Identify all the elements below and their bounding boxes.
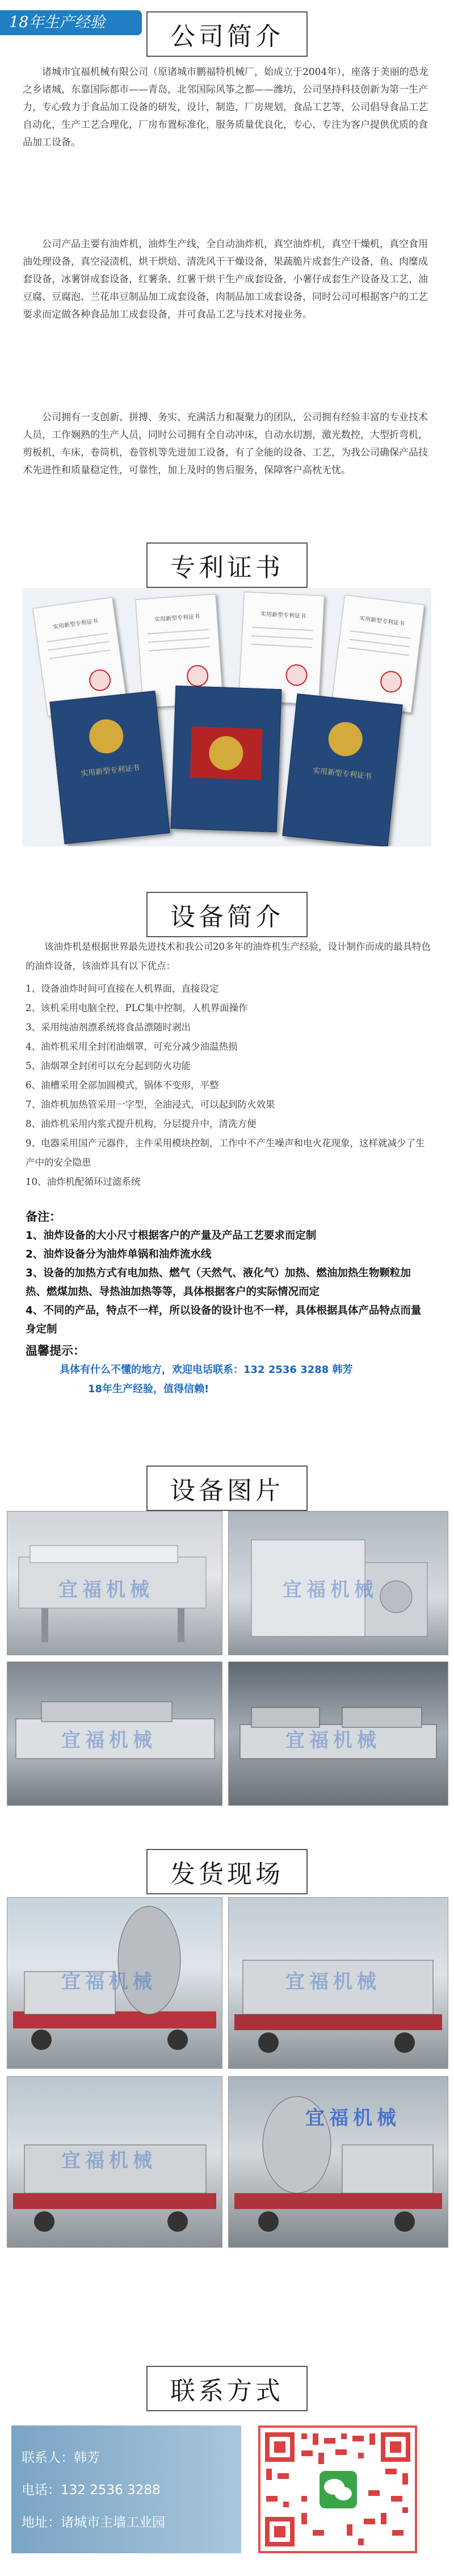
contact-card [11,2425,241,2553]
certificate-book [49,691,170,844]
equipment-point: 8、油炸机采用内浆式提升机构，分层提升中，清洗方便 [26,1118,257,1129]
contact-address [22,2512,165,2531]
wechat-qr-code[interactable] [258,2425,417,2553]
equipment-point: 6、油槽采用全部加圆模式，锅体不变形，平整 [26,1080,219,1091]
section-title-certificates-label: 专利证书 [146,542,308,588]
watermark: 宜福机械 [285,1729,381,1752]
certificate-book [282,694,402,846]
certificate-title: 实用新型专利证书 [52,618,99,631]
section-title-company-label: 公司简介 [146,11,308,57]
contact-phone [22,2479,161,2498]
qr-code-icon [260,2428,415,2551]
notes-block [26,1207,431,1399]
certificate-book-open [171,686,282,832]
equipment-point: 9、电器采用国产元器件，主件采用模块控制，工作中不产生噪声和电火花现象，这样就减少了生产中的安全隐患 [26,1138,425,1168]
certificate-document [331,595,424,713]
section-title-shipping-label: 发货现场 [146,1849,308,1894]
shipping-photo [228,1897,448,2069]
seal-icon [88,668,112,692]
tips-title: 温馨提示： [26,1344,85,1358]
contact-address-label: 地址： [22,2515,61,2530]
equipment-intro: 该油炸机是根据世界最先进技术和我公司20多年的油炸机生产经验，设计制作而成的最具特色的油炸设备，该油炸具有以下优点： [26,941,431,971]
watermark: 宜福机械 [283,1579,378,1601]
note-item: 2、油炸设备分为油炸单锅和油炸流水线 [26,1249,212,1260]
equipment-photo [228,1511,448,1655]
equipment-point: 3、采用纯油剂漂系统将食品漂随时剥出 [26,1022,191,1033]
company-paragraph-2: 公司产品主要有油炸机，油炸生产线，全自动油炸机，真空油炸机，真空干燥机，真空食用油处理设备，真空浸渍机，烘干烘焙、清洗风干干燥设备，果蔬脆片成套生产设备，鱼、肉糜成套设备，冰薯饼成套设备，红薯条、红薯干烘干生产成套设备，小薯仔成套生产设备及工艺，油豆腐、豆腐泡、兰花串豆制品加工成套设备，肉制品加工成套设备，同时公司可根据客户的工艺要求而定做各种食品加工成套设备，并可食品工艺与技术对接业务。 [23,239,428,320]
notes-title: 备注： [26,1210,61,1224]
seal-icon [186,665,209,688]
equipment-photo [7,1511,222,1655]
seal-icon [285,663,308,686]
watermark: 宜福机械 [285,1970,381,1993]
shipping-photo [7,1897,222,2069]
watermark: 宜福机械 [61,1970,157,1993]
emblem-icon [87,717,125,755]
company-paragraph-1: 诸城市宜福机械有限公司（原诸城市鹏福特机械厂，始成立于2004年），座落于美丽的恐龙之乡诸城，东靠国际都市——青岛，北邻国际风筝之都——潍坊，公司坚持科技创新为第一生产力，专心致力于食品加工设备的研发，设计，制造，厂房规划，食品工艺等，公司倡导食品工艺自动化，生产工艺合理化，厂房布置标准化，服务质量优良化，专心、专注为客户提供优质的食品加工设备。 [23,66,428,148]
equipment-point: 5、油烟罩全封闭可以充分起到防火功能 [26,1061,191,1071]
contact-phone-value[interactable]: 132 2536 3288 [61,2483,161,2498]
tip-experience: 18年生产经验，值得信赖! [88,1383,209,1395]
certificates-photo [23,588,431,846]
certificate-title: 实用新型专利证书 [359,615,405,628]
note-item: 4、不同的产品，特点不一样，所以设备的设计也不一样，具体根据具体产品特点而量身定制 [26,1305,422,1335]
certificate-title: 实用新型专利证书 [260,611,306,620]
tip-phone: 具体有什么不懂的地方，欢迎电话联系：132 2536 3288 韩芳 [60,1364,353,1376]
contact-person-label: 联系人： [22,2450,74,2465]
watermark: 宜福机械 [61,2149,157,2172]
equipment-point: 10、油炸机配循环过滤系统 [26,1176,141,1187]
shipping-photo [228,2076,448,2248]
section-title-contact-label: 联系方式 [146,2366,308,2411]
certificate-book-title: 实用新型专利证书 [80,763,140,779]
contact-phone-label: 电话： [22,2483,61,2498]
equipment-photo [228,1661,448,1806]
note-item: 3、设备的加热方式有电加热、燃气（天然气、液化气）加热、燃油加热生物颗粒加热、燃煤加热、导热油加热等等，具体根据客户的实际情况而定 [26,1267,411,1298]
section-title-equipment-label: 设备简介 [146,892,308,937]
watermark: 宜福机械 [58,1579,154,1601]
section-title-photos-label: 设备图片 [146,1466,308,1511]
seal-icon [379,670,403,694]
equipment-point: 7、油炸机加热管采用一字型，全油浸式，可以起到防火效果 [26,1099,275,1110]
watermark: 宜福机械 [305,2107,401,2130]
contact-address-value: 诸城市主墙工业园 [61,2515,165,2530]
equipment-photo [7,1661,222,1806]
shipping-photo [7,2076,222,2248]
equipment-points [26,979,431,1192]
note-item: 1、油炸设备的大小尺寸根据客户的产量及产品工艺要求而定制 [26,1230,317,1242]
year-badge: 18年生产经验 [0,10,142,35]
certificate-book-title: 实用新型专利证书 [312,766,372,782]
contact-person [22,2447,100,2466]
section-title-shipping [0,1849,454,1894]
section-title-equipment [0,892,454,937]
contact-person-value: 韩芳 [74,2450,100,2465]
section-title-company [0,11,454,57]
equipment-point: 1、设备油炸时间可直接在人机界面，直接设定 [26,983,219,994]
company-paragraph-3: 公司拥有一支创新、拼搏、务实、充满活力和凝聚力的团队，公司拥有经验丰富的专业技术人员，工作娴熟的生产人员，同时公司拥有全自动冲床，自动水切割，激光数控，大型折弯机，剪板机，车床，卷筒机，卷管机等先进加工设备，有了全能的设备、工艺，为我公司确保产品技术先进性和质量稳定性，可靠性，加上及时的售后服务，保障客户高枕无忧。 [23,412,428,476]
watermark: 宜福机械 [61,1729,157,1752]
section-title-contact [0,2366,454,2411]
certificate-title: 实用新型专利证书 [154,613,200,623]
section-title-photos [0,1466,454,1511]
equipment-point: 2、该机采用电脑全控，PLC集中控制，人机界面操作 [26,1003,248,1013]
emblem-icon [327,720,364,758]
equipment-point: 4、油炸机采用全封闭油烟罩，可充分减少油温热损 [26,1041,238,1052]
section-title-certificates [0,542,454,588]
